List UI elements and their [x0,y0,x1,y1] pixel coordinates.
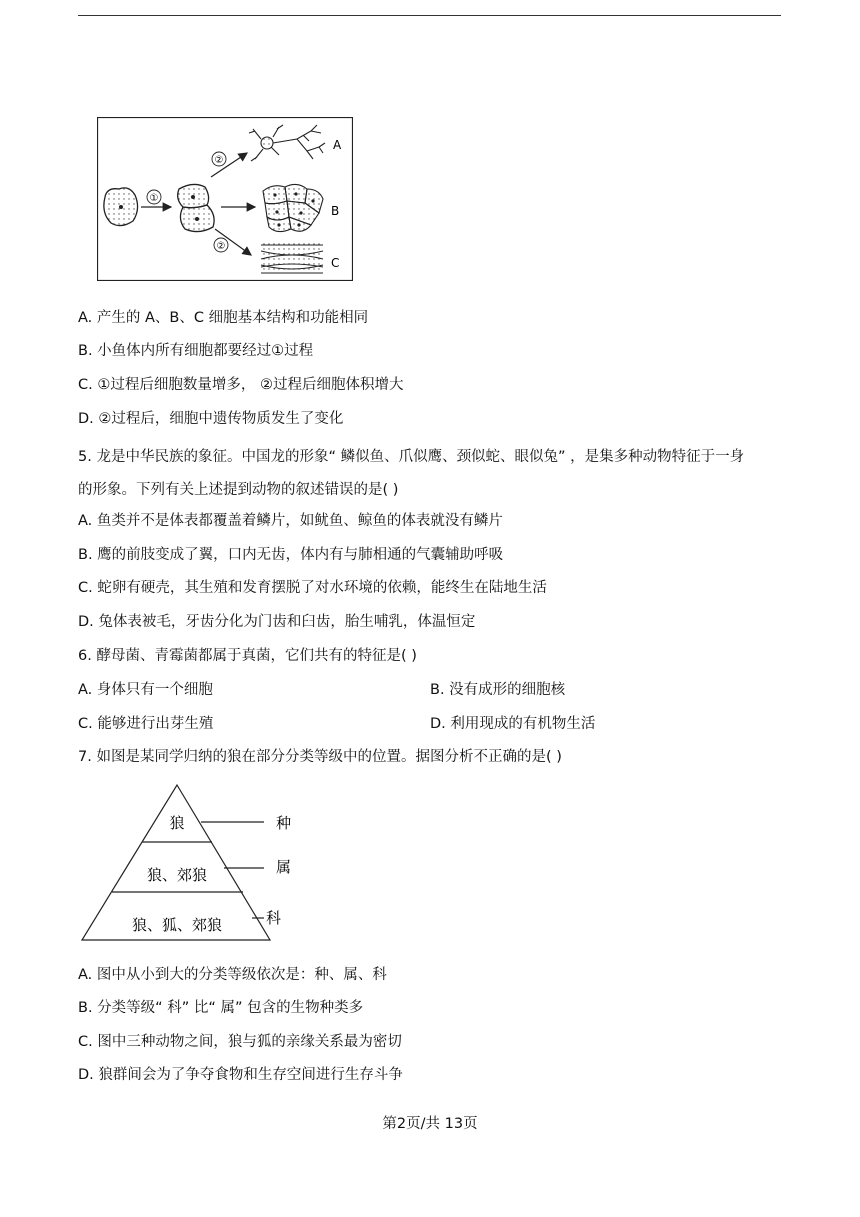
q7-option-c: C. 图中三种动物之间，狼与狐的亲缘关系最为密切 [78,1034,402,1050]
q7-option-a: A. 图中从小到大的分类等级依次是：种、属、科 [78,967,387,983]
q6-option-c: C. 能够进行出芽生殖 [78,716,214,732]
page-footer: 第2页/共 13页 [382,1116,478,1132]
pyramid-level-mid: 狼、郊狼 [146,866,208,884]
q5-stem-line1: 5. 龙是中华民族的象征。中国龙的形象“ 鳞似鱼、爪似鹰、颈似蛇、眼似兔” ，是集多种动物特征于一身 [78,449,745,465]
q7-option-d: D. 狼群间会为了争夺食物和生存空间进行生存斗争 [78,1067,403,1083]
pyramid-level-bottom: 狼、狐、郊狼 [131,916,223,934]
q4-option-b: B. 小鱼体内所有细胞都要经过①过程 [78,343,314,359]
rank-genus: 属 [276,858,292,876]
step1-label: ① [149,193,159,204]
q7-option-b: B. 分类等级“ 科” 比“ 属” 包含的生物种类多 [78,1000,364,1016]
q5-stem-line2: 的形象。下列有关上述提到动物的叙述错误的是( ) [78,482,399,498]
step2-top-label: ② [214,155,224,166]
q6-option-b: B. 没有成形的细胞核 [430,682,566,698]
q7-stem: 7. 如图是某同学归纳的狼在部分分类等级中的位置。据图分析不正确的是( ) [78,749,562,765]
classification-pyramid [78,780,308,946]
label-b: B [331,204,340,218]
step2-bottom-label: ② [216,241,226,252]
q6-option-a: A. 身体只有一个细胞 [78,682,213,698]
pyramid-level-top: 狼 [169,814,185,832]
q4-option-d: D. ②过程后，细胞中遗传物质发生了变化 [78,411,344,427]
q5-option-c: C. 蛇卵有硬壳，其生殖和发育摆脱了对水环境的依赖，能终生在陆地生活 [78,580,547,596]
q5-option-b: B. 鹰的前肢变成了翼，口内无齿，体内有与肺相通的气囊辅助呼吸 [78,547,504,563]
label-a: A [333,138,342,152]
rank-species: 种 [276,814,292,832]
rank-family: 科 [266,909,282,927]
label-c: C [331,256,340,270]
q5-option-a: A. 鱼类并不是体表都覆盖着鳞片，如鱿鱼、鲸鱼的体表就没有鳞片 [78,513,503,529]
q4-option-c: C. ①过程后细胞数量增多， ②过程后细胞体积增大 [78,377,404,393]
q5-option-d: D. 兔体表被毛，牙齿分化为门齿和臼齿，胎生哺乳，体温恒定 [78,614,476,630]
cell-diagram [97,117,353,281]
header-rule [78,15,781,16]
q4-option-a: A. 产生的 A、B、C 细胞基本结构和功能相同 [78,310,369,326]
q6-option-d: D. 利用现成的有机物生活 [430,716,596,732]
q6-stem: 6. 酵母菌、青霉菌都属于真菌，它们共有的特征是( ) [78,648,417,664]
muscle-tissue [261,243,323,273]
